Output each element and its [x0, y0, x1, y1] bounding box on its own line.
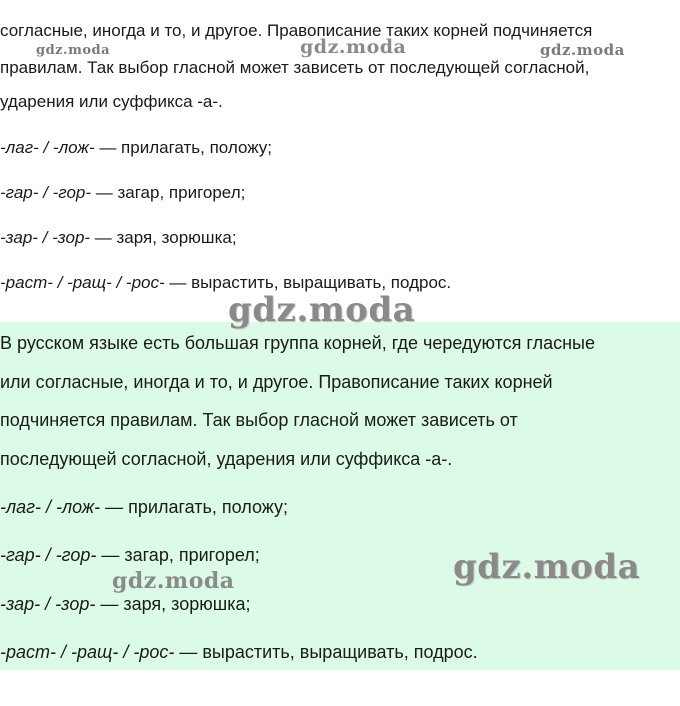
watermark: gdz.moda — [453, 547, 641, 587]
paragraph-line: В русском языке есть большая группа корней, где чередуются гласные — [0, 333, 595, 353]
rule-examples: — заря, зорюшка; — [95, 594, 251, 614]
rule-line — [0, 182, 245, 204]
paragraph-line: ударения или суффикса -а-. — [0, 92, 223, 111]
highlighted-answer-block — [0, 322, 680, 670]
watermark: gdz.moda — [112, 568, 235, 594]
rule-roots: -зар- / -зор- — [0, 228, 91, 247]
watermark: gdz.moda — [540, 41, 625, 59]
rule-line — [0, 543, 260, 567]
rule-roots: -раст- / -ращ- / -рос- — [0, 642, 175, 662]
rule-line — [0, 137, 272, 159]
watermark: gdz.moda — [228, 290, 416, 330]
rule-roots: -раст- / -ращ- / -рос- — [0, 273, 165, 292]
rule-examples: — вырастить, выращивать, подрос. — [174, 642, 478, 662]
rule-examples: — вырастить, выращивать, подрос. — [164, 273, 452, 292]
watermark: gdz.moda — [300, 36, 407, 58]
rule-examples: — прилагать, положу; — [94, 138, 273, 157]
rule-roots: -зар- / -зор- — [0, 594, 96, 614]
rule-roots: -лаг- / -лож- — [0, 497, 101, 517]
rule-roots: -гар- / -гор- — [0, 545, 97, 565]
rule-line — [0, 227, 237, 249]
rule-examples: — заря, зорюшка; — [90, 228, 237, 247]
rule-line — [0, 495, 288, 519]
rule-roots: -гар- / -гор- — [0, 183, 92, 202]
watermark: gdz.moda — [36, 43, 111, 58]
paragraph-line: последующей согласной, ударения или суффикса -а-. — [0, 449, 453, 469]
rule-examples: — загар, пригорел; — [91, 183, 246, 202]
paragraph-line: согласные, иногда и то, и другое. Правописание таких корней подчиняется — [0, 21, 593, 40]
rule-examples: — загар, пригорел; — [96, 545, 260, 565]
paragraph-line: подчиняется правилам. Так выбор гласной может зависеть от — [0, 410, 518, 430]
paragraph-line: или согласные, иногда и то, и другое. Правописание таких корней — [0, 372, 553, 392]
rule-line — [0, 592, 250, 616]
rule-line — [0, 640, 478, 664]
rule-examples: — прилагать, положу; — [100, 497, 289, 517]
rule-roots: -лаг- / -лож- — [0, 138, 95, 157]
paragraph-line: правилам. Так выбор гласной может зависеть от последующей согласной, — [0, 58, 590, 77]
